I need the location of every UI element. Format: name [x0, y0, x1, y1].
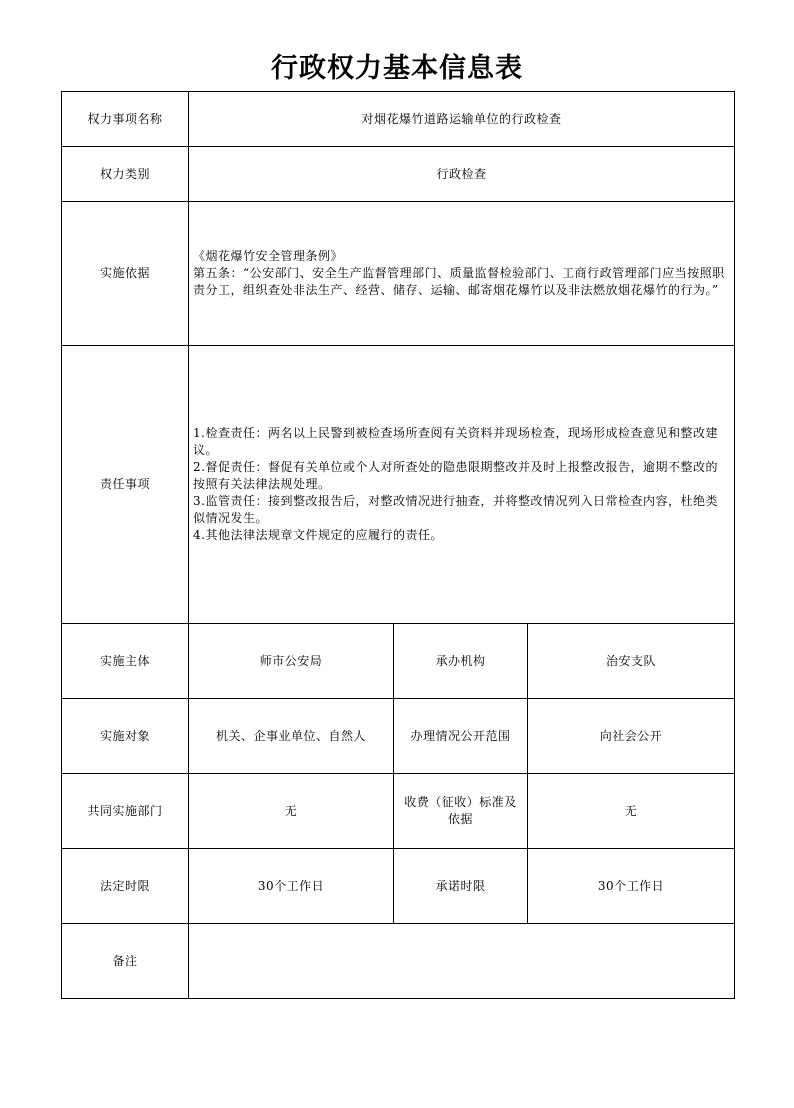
table-row [62, 774, 735, 849]
table-row [62, 202, 735, 346]
power-type-value: 行政检查 [189, 147, 735, 202]
remarks-label: 备注 [62, 924, 189, 999]
responsibility-item-4: 4.其他法律法规章文件规定的应履行的责任。 [193, 528, 443, 542]
disclosure-label: 办理情况公开范围 [394, 699, 528, 774]
subject-label: 实施主体 [62, 624, 189, 699]
info-table [61, 91, 735, 999]
responsibility-item-1: 1.检查责任：两名以上民警到被检查场所查阅有关资料并现场检查，现场形成检查意见和整改建议。 [193, 426, 718, 457]
fee-value: 无 [528, 774, 735, 849]
table-row [62, 624, 735, 699]
responsibility-item-2: 2.督促责任：督促有关单位或个人对所查处的隐患限期整改并及时上报整改报告，逾期不整改的按照有关法律法规处理。 [193, 460, 718, 491]
fee-label: 收费（征收）标准及依据 [394, 774, 528, 849]
responsibility-cell [189, 346, 735, 624]
disclosure-value: 向社会公开 [528, 699, 735, 774]
basis-cell [189, 202, 735, 346]
legal-limit-label: 法定时限 [62, 849, 189, 924]
promise-limit-label: 承诺时限 [394, 849, 528, 924]
table-row [62, 346, 735, 624]
responsibility-label: 责任事项 [62, 346, 189, 624]
organ-label: 承办机构 [394, 624, 528, 699]
basis-law-title: 《烟花爆竹安全管理条例》 [193, 249, 344, 263]
table-row [62, 849, 735, 924]
target-value: 机关、企事业单位、自然人 [189, 699, 394, 774]
joint-value: 无 [189, 774, 394, 849]
power-type-label: 权力类别 [62, 147, 189, 202]
organ-value: 治安支队 [528, 624, 735, 699]
subject-value: 师市公安局 [189, 624, 394, 699]
table-row [62, 699, 735, 774]
power-name-label: 权力事项名称 [62, 92, 189, 147]
table-row [62, 92, 735, 147]
table-row [62, 147, 735, 202]
legal-limit-value: 30个工作日 [189, 849, 394, 924]
basis-text: 第五条：“公安部门、安全生产监督管理部门、质量监督检验部门、工商行政管理部门应当按照职责分工，组织查处非法生产、经营、储存、运输、邮寄烟花爆竹以及非法燃放烟花爆竹的行为。” [193, 266, 725, 297]
joint-label: 共同实施部门 [62, 774, 189, 849]
page-title: 行政权力基本信息表 [271, 53, 523, 84]
target-label: 实施对象 [62, 699, 189, 774]
responsibility-item-3: 3.监管责任：接到整改报告后，对整改情况进行抽查，并将整改情况列入日常检查内容，杜绝类似情况发生。 [193, 494, 718, 525]
power-name-value: 对烟花爆竹道路运输单位的行政检查 [189, 92, 735, 147]
promise-limit-value: 30个工作日 [528, 849, 735, 924]
remarks-value [189, 924, 735, 999]
table-row [62, 924, 735, 999]
basis-label: 实施依据 [62, 202, 189, 346]
